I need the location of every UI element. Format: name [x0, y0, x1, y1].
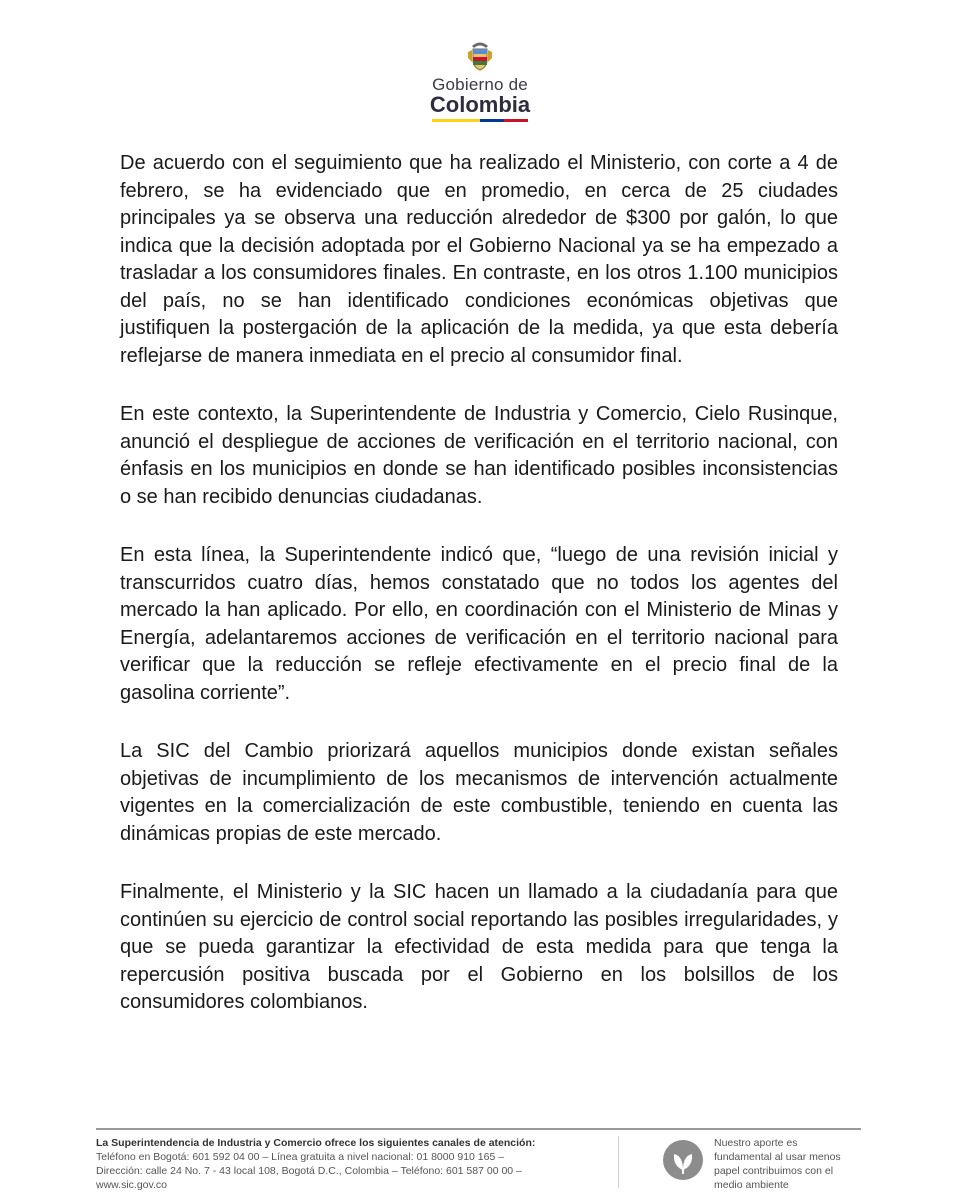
channels-phones: Teléfono en Bogotá: 601 592 04 00 – Línea gratuita a nivel nacional: 01 8000 910 165 –: [96, 1151, 505, 1163]
paragraph: De acuerdo con el seguimiento que ha realizado el Ministerio, con corte a 4 de febrero, se ha evidenciado que en promedio, en cerca de 25 ciudades principales ya se observa una reducción alrededor de $300 por galón, lo que indica que la decisión adoptada por el Gobierno Nacional ya se ha empezado a trasladar a los consumidores finales. En contraste, en los otros 1.100 municipios del país, no se han identificado condiciones económicas objetivas que justifiquen la postergación de la aplicación de la medida, ya que esta debería reflejarse de manera inmediata en el precio al consumidor final.: [120, 152, 838, 367]
channels-title: La Superintendencia de Industria y Comercio ofrece los siguientes canales de atención:: [96, 1137, 536, 1149]
government-title-line2: Colombia: [429, 92, 531, 117]
eco-line: fundamental al usar menos: [714, 1151, 841, 1163]
eco-line: medio ambiente: [714, 1179, 789, 1191]
coat-of-arms-icon: [466, 40, 494, 74]
footer: [96, 1128, 864, 1192]
footer-divider: [96, 1128, 861, 1130]
eco-line: papel contribuimos con el: [714, 1165, 834, 1177]
paragraph: En este contexto, la Superintendente de Industria y Comercio, Cielo Rusinque, anunció el despliegue de acciones de verificación en el territorio nacional, con énfasis en los municipios en donde se han identificado posibles inconsistencias o se han recibido denuncias ciudadanas.: [120, 403, 838, 508]
eco-message: [714, 1136, 864, 1192]
eco-line: Nuestro aporte es: [714, 1137, 798, 1149]
document-body: [120, 150, 838, 1048]
paragraph: Finalmente, el Ministerio y la SIC hacen un llamado a la ciudadanía para que continúen su ejercicio de control social reportando las posibles irregularidades, y que se pueda garantizar la efectividad de esta medida para que tenga la repercusión positiva buscada por el Gobierno en los bolsillos de los consumidores colombianos.: [120, 881, 838, 1013]
website-link[interactable]: www.sic.gov.co: [96, 1179, 167, 1191]
flag-stripe: [432, 119, 528, 122]
eco-leaf-icon: [661, 1138, 705, 1182]
government-title-line1: Gobierno de: [432, 75, 528, 94]
header: [0, 40, 960, 122]
contact-channels: [96, 1136, 616, 1192]
paragraph: La SIC del Cambio priorizará aquellos municipios donde existan señales objetivas de incumplimiento de los mecanismos de intervención actualmente vigentes en la comercialización de este combustible, teniendo en cuenta las dinámicas propias de este mercado.: [120, 740, 838, 845]
footer-vertical-divider: [618, 1136, 619, 1188]
paragraph: En esta línea, la Superintendente indicó que, “luego de una revisión inicial y transcurridos cuatro días, hemos constatado que no todos los agentes del mercado la han aplicado. Por ello, en coordinación con el Ministerio de Minas y Energía, adelantaremos acciones de verificación en el territorio nacional para verificar que la reducción se refleje efectivamente en el precio final de la gasolina corriente”.: [120, 544, 838, 704]
channels-address: Dirección: calle 24 No. 7 - 43 local 108, Bogotá D.C., Colombia – Teléfono: 601 587 00 00 –: [96, 1165, 522, 1177]
